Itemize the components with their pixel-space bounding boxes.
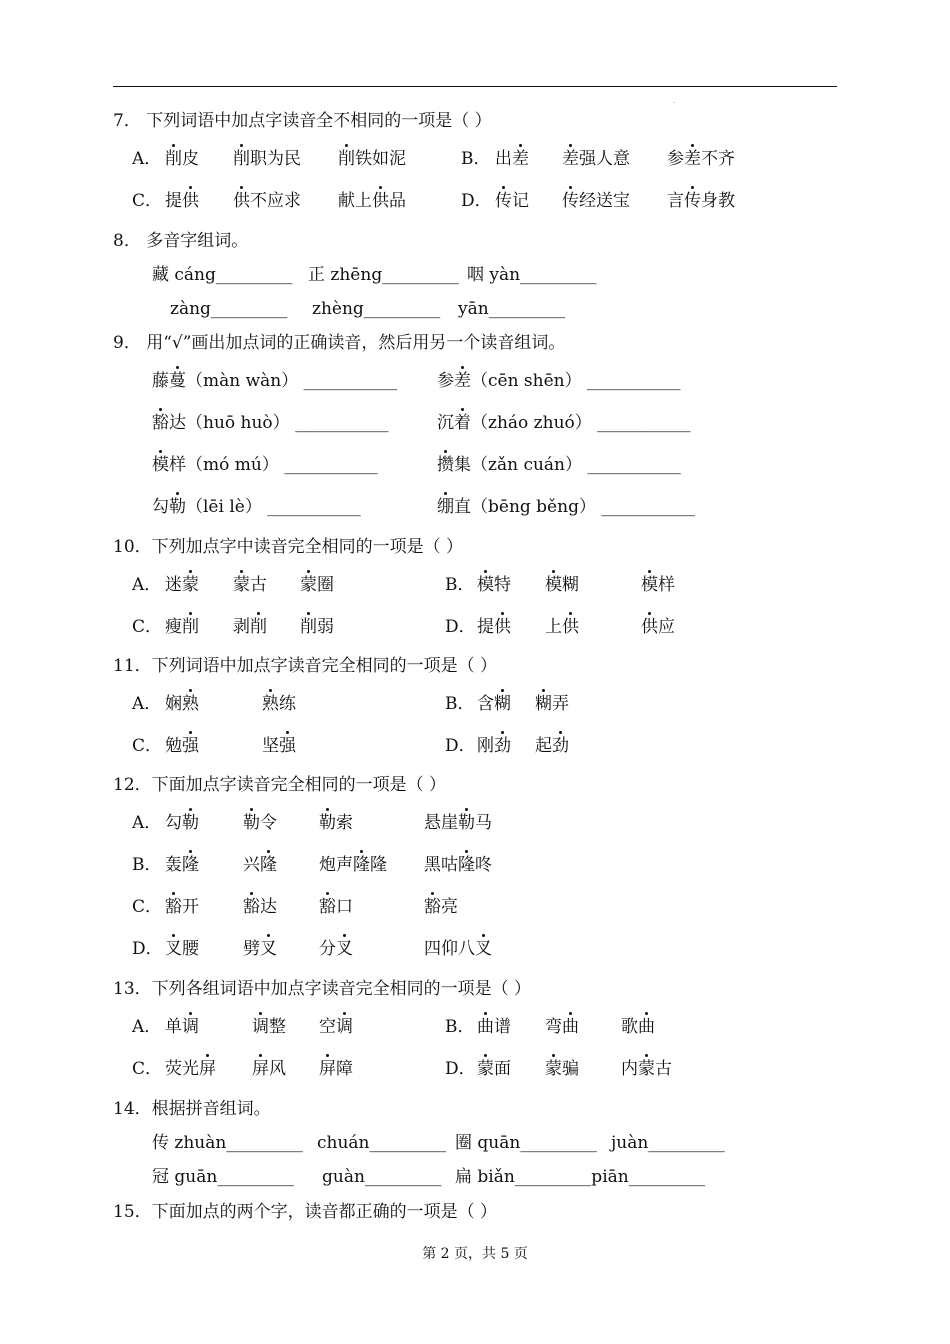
pinyin-choices: （màn wàn）: [186, 371, 299, 391]
word-part: 令: [260, 813, 277, 833]
q14-juan-blank: juàn_________: [611, 1133, 725, 1153]
q12-option-c-word-1: [165, 896, 199, 918]
q13-option-c-word-1: [165, 1058, 216, 1080]
q14-guan4-blank: guàn_________: [322, 1167, 442, 1187]
word-part: 亮: [441, 897, 458, 917]
word-part: 瘦: [165, 617, 182, 637]
q13-option-a-word-1: [165, 1016, 199, 1038]
dotted-char: 模: [641, 575, 658, 595]
q12-option-a-word-3: [319, 812, 353, 834]
q13-option-d-word-2: [545, 1058, 579, 1080]
word-part: 圈: [317, 575, 334, 595]
answer-blank: ___________: [582, 455, 681, 475]
word-part: 风: [269, 1059, 286, 1079]
dotted-char: 隆: [182, 855, 199, 875]
q12-option-d-word-4: [424, 938, 492, 960]
q10-option-b-label: B．: [445, 575, 475, 595]
q9-item-3: [152, 412, 389, 434]
answer-blank: ___________: [581, 371, 681, 391]
q13-option-b-label: B．: [445, 1017, 475, 1037]
answer-blank: ___________: [591, 413, 691, 433]
dotted-char: 屏: [319, 1059, 336, 1079]
q12-option-d-word-1: [165, 938, 199, 960]
q10-option-c-word-1: [165, 616, 199, 638]
q10-option-d-label: D．: [445, 617, 476, 637]
word-part: 含: [477, 694, 494, 714]
word-part: 黑咕: [424, 855, 458, 875]
q12-option-b-word-4: [424, 854, 492, 876]
dotted-char: 勒: [182, 813, 199, 833]
q7-option-c-word-3: [338, 190, 406, 212]
word-part: 上: [545, 617, 562, 637]
q9-item-7: [152, 496, 361, 518]
word-part: 记: [512, 191, 529, 211]
q13-option-b-word-2: [545, 1016, 579, 1038]
q10-option-a-label: A．: [132, 575, 162, 595]
word-part: 样: [658, 575, 675, 595]
question-9-stem: 9． 用“√”画出加点词的正确读音，然后用另一个读音组词。: [113, 333, 566, 353]
q7-option-a-word-1: [165, 148, 199, 170]
dotted-char: 供: [182, 191, 199, 211]
q9-item-1: [152, 370, 397, 392]
q12-option-b-word-3: [319, 854, 387, 876]
dotted-char: 着: [454, 413, 471, 433]
word-part: 劈: [243, 939, 260, 959]
question-13-stem: 13．下列各组词语中加点字读音完全相同的一项是（ ）: [113, 979, 532, 999]
dotted-char: 糊: [535, 694, 552, 714]
dotted-char: 传: [495, 191, 512, 211]
dotted-char: 豁: [152, 413, 169, 433]
page-footer: 第 2 页，共 5 页: [422, 1246, 528, 1262]
dotted-char: 豁: [243, 897, 260, 917]
answer-blank: ___________: [595, 497, 695, 517]
q7-option-b-label: B．: [461, 149, 491, 169]
dotted-char: 差: [562, 149, 579, 169]
q13-option-c-word-3: [319, 1058, 353, 1080]
word-part: 藤: [152, 371, 169, 391]
word-part: 炮声: [319, 855, 353, 875]
dotted-char: 屏: [199, 1059, 216, 1079]
q11-option-b-word-1: [477, 693, 511, 715]
answer-blank: ___________: [278, 455, 378, 475]
q8-zheng-blank: 正 zhēng_________: [308, 265, 459, 285]
word-part: 献上: [338, 191, 372, 211]
q11-option-a-label: A．: [132, 694, 162, 714]
q14-quan-blank: 圈 quān_________: [455, 1133, 597, 1153]
q8-zheng4-blank: zhèng_________: [312, 299, 441, 319]
question-11-stem: 11．下列词语中加点字读音完全相同的一项是（ ）: [113, 656, 498, 676]
q8-cang-blank: 藏 cáng_________: [152, 265, 293, 285]
word-part: 集: [454, 455, 471, 475]
dotted-char: 勒: [169, 497, 186, 517]
word-part: 单: [165, 1017, 182, 1037]
word-part: 特: [494, 575, 511, 595]
q14-zhuan-blank: 传 zhuàn_________: [152, 1133, 303, 1153]
q12-option-a-word-4: [424, 812, 492, 834]
pinyin-choices: （bēng běng）: [471, 497, 596, 517]
dotted-char: 削: [338, 149, 355, 169]
q7-option-b-word-2: [562, 148, 630, 170]
q12-option-a-word-1: [165, 812, 199, 834]
q11-option-c-word-2: [262, 735, 296, 757]
q10-option-b-word-3: [641, 574, 675, 596]
word-part: 面: [494, 1059, 511, 1079]
q10-option-d-word-1: [477, 616, 511, 638]
word-part: 勾: [165, 813, 182, 833]
dotted-char: 调: [336, 1017, 353, 1037]
q12-option-c-label: C．: [132, 897, 163, 917]
q11-option-d-word-2: [535, 735, 569, 757]
word-part: 空: [319, 1017, 336, 1037]
q13-option-c-label: C．: [132, 1059, 163, 1079]
q7-option-d-word-3: [667, 190, 735, 212]
q11-option-d-label: D．: [445, 736, 476, 756]
q7-option-b-word-3: [667, 148, 735, 170]
word-part: 古: [655, 1059, 672, 1079]
q10-option-c-word-3: [300, 616, 334, 638]
q7-option-c-label: C．: [132, 191, 163, 211]
pinyin-choices: （zháo zhuó）: [471, 413, 592, 433]
dotted-char: 调: [252, 1017, 269, 1037]
question-14-stem: 14．根据拼音组词。: [113, 1099, 271, 1119]
answer-blank: ___________: [261, 497, 361, 517]
dotted-char: 削: [165, 149, 182, 169]
answer-blank: ___________: [298, 371, 398, 391]
q13-option-c-word-2: [252, 1058, 286, 1080]
question-15-stem: [113, 1201, 497, 1223]
dotted-char: 绷: [437, 497, 454, 517]
q12-option-c-word-3: [319, 896, 353, 918]
dotted-char: 差: [684, 149, 701, 169]
dotted-char: 传: [684, 191, 701, 211]
word-part: 品: [389, 191, 406, 211]
dotted-char: 传: [562, 191, 579, 211]
dotted-char: 曲: [477, 1017, 494, 1037]
word-part: 练: [279, 694, 296, 714]
dotted-char: 叉: [165, 939, 182, 959]
q10-option-c-label: C．: [132, 617, 163, 637]
word-part: 开: [182, 897, 199, 917]
dotted-char: 豁: [319, 897, 336, 917]
q13-option-a-word-3: [319, 1016, 353, 1038]
q13-option-b-word-1: [477, 1016, 511, 1038]
q9-item-2: [437, 370, 681, 392]
question-8-stem: 8． 多音字组词。: [113, 231, 249, 251]
q10-option-d-word-2: [545, 616, 579, 638]
dotted-char: 蒙: [300, 575, 317, 595]
word-part: 提: [165, 191, 182, 211]
q10-option-a-word-3: [300, 574, 334, 596]
dotted-char: 叉: [336, 939, 353, 959]
q12-option-c-word-2: [243, 896, 277, 918]
dotted-char: 供: [494, 617, 511, 637]
q13-option-d-word-1: [477, 1058, 511, 1080]
dotted-char: 熟: [182, 694, 199, 714]
word-part: 勉: [165, 736, 182, 756]
question-12-stem: 12．下面加点字读音完全相同的一项是（ ）: [113, 775, 447, 795]
q13-option-a-word-2: [252, 1016, 286, 1038]
word-part: 古: [250, 575, 267, 595]
word-part: 剥: [233, 617, 250, 637]
word-part: 骗: [562, 1059, 579, 1079]
dotted-char: 蒙: [638, 1059, 655, 1079]
dotted-char: 供: [641, 617, 658, 637]
dotted-char: 削: [250, 617, 267, 637]
word-part: 娴: [165, 694, 182, 714]
dotted-char: 蔓: [169, 371, 186, 391]
q10-option-b-word-1: [477, 574, 511, 596]
answer-blank: ___________: [289, 413, 389, 433]
word-part: 荧光: [165, 1059, 199, 1079]
q7-option-c-word-2: [233, 190, 301, 212]
word-part: 迷: [165, 575, 182, 595]
q12-option-a-word-2: [243, 812, 277, 834]
q11-option-a-word-2: [262, 693, 296, 715]
dotted-char: 勒: [243, 813, 260, 833]
dotted-char: 豁: [165, 897, 182, 917]
q12-option-b-word-1: [165, 854, 199, 876]
q7-option-b-word-1: [495, 148, 529, 170]
word-part: 勾: [152, 497, 169, 517]
q12-option-d-label: D．: [132, 939, 163, 959]
word-part: 样: [169, 455, 186, 475]
word-part: 不齐: [701, 149, 735, 169]
q8-yan-blank: 咽 yàn_________: [467, 265, 597, 285]
word-part: 提: [477, 617, 494, 637]
q8-yan1-blank: yān_________: [458, 299, 566, 319]
dotted-char: 叉: [475, 939, 492, 959]
word-part: 隆: [370, 855, 387, 875]
word-part: 出: [495, 149, 512, 169]
word-part: 应: [658, 617, 675, 637]
q7-option-d-word-1: [495, 190, 529, 212]
word-part: 直: [454, 497, 471, 517]
q7-option-d-word-2: [562, 190, 630, 212]
q11-option-d-word-1: [477, 735, 511, 757]
word-part: 四仰八: [424, 939, 475, 959]
q12-option-a-label: A．: [132, 813, 162, 833]
q14-chuan-blank: chuán_________: [317, 1133, 447, 1153]
word-part: 参: [437, 371, 454, 391]
word-part: 经送宝: [579, 191, 630, 211]
q11-option-b-word-2: [535, 693, 569, 715]
dotted-char: 供: [562, 617, 579, 637]
dotted-char: 蒙: [182, 575, 199, 595]
q11-option-a-word-1: [165, 693, 199, 715]
dotted-char: 攒: [437, 455, 454, 475]
dotted-char: 叉: [260, 939, 277, 959]
header-rule: [113, 86, 837, 87]
word-part: 强人意: [579, 149, 630, 169]
dotted-char: 削: [300, 617, 317, 637]
word-part: 皮: [182, 149, 199, 169]
word-part: 达: [169, 413, 186, 433]
word-part: 起: [535, 736, 552, 756]
dotted-char: 强: [182, 736, 199, 756]
word-part: 马: [475, 813, 492, 833]
word-part: 身教: [701, 191, 735, 211]
dotted-char: 差: [454, 371, 471, 391]
dotted-char: 模: [545, 575, 562, 595]
word-part: 弄: [552, 694, 569, 714]
dotted-char: 豁: [424, 897, 441, 917]
q7-option-d-label: D．: [461, 191, 492, 211]
word-part: 参: [667, 149, 684, 169]
q7-option-a-word-2: [233, 148, 301, 170]
word-part: 刚: [477, 736, 494, 756]
q12-option-b-word-2: [243, 854, 277, 876]
pinyin-choices: （mó mú）: [186, 455, 279, 475]
q12-option-c-word-4: [424, 896, 458, 918]
dotted-char: 蒙: [545, 1059, 562, 1079]
dotted-char: 劲: [552, 736, 569, 756]
dotted-char: 糊: [494, 694, 511, 714]
q11-option-c-label: C．: [132, 736, 163, 756]
word-part: 言: [667, 191, 684, 211]
dotted-char: 曲: [638, 1017, 655, 1037]
word-part: 糊: [562, 575, 579, 595]
q9-item-6: [437, 454, 681, 476]
q13-option-d-label: D．: [445, 1059, 476, 1079]
dotted-char: 隆: [458, 855, 475, 875]
dotted-char: 强: [279, 736, 296, 756]
q8-zang-blank: zàng_________: [170, 299, 288, 319]
word-part: 弯: [545, 1017, 562, 1037]
dotted-char: 调: [182, 1017, 199, 1037]
q7-option-c-word-1: [165, 190, 199, 212]
dotted-char: 蒙: [233, 575, 250, 595]
q12-option-d-word-3: [319, 938, 353, 960]
stray-mark: .: [673, 98, 675, 105]
word-part: 谱: [494, 1017, 511, 1037]
q9-item-8: [437, 496, 695, 518]
pinyin-choices: （zǎn cuán）: [471, 455, 582, 475]
word-part: 沉: [437, 413, 454, 433]
dotted-char: 削: [182, 617, 199, 637]
q13-option-b-word-3: [621, 1016, 655, 1038]
dotted-char: 隆: [260, 855, 277, 875]
dotted-char: 供: [233, 191, 250, 211]
word-part: 内: [621, 1059, 638, 1079]
word-part: 咚: [475, 855, 492, 875]
dotted-char: 供: [372, 191, 389, 211]
dotted-char: 劲: [494, 736, 511, 756]
word-part: 口: [336, 897, 353, 917]
word-part: 分: [319, 939, 336, 959]
q9-item-4: [437, 412, 691, 434]
word-part: 不应求: [250, 191, 301, 211]
q11-option-c-word-1: [165, 735, 199, 757]
dotted-char: 蒙: [477, 1059, 494, 1079]
question-7-stem: 7． 下列词语中加点字读音全不相同的一项是（ ）: [113, 111, 492, 131]
q7-option-a-label: A．: [132, 149, 162, 169]
dotted-char: 熟: [262, 694, 279, 714]
word-part: 障: [336, 1059, 353, 1079]
dotted-char: 勒: [458, 813, 475, 833]
q10-option-d-word-3: [641, 616, 675, 638]
word-part: 歌: [621, 1017, 638, 1037]
dotted-char: 削: [233, 149, 250, 169]
q14-bian-pian-blank: 扁 biǎn_________piān_________: [455, 1167, 706, 1187]
q10-option-b-word-2: [545, 574, 579, 596]
word-part: 兴: [243, 855, 260, 875]
q7-option-a-word-3: [338, 148, 406, 170]
q15-stem-text: 15．下面加点的两个字，读音都正确的一项是（ ）: [113, 1202, 498, 1222]
dotted-char: 模: [477, 575, 494, 595]
word-part: 腰: [182, 939, 199, 959]
word-part: 轰: [165, 855, 182, 875]
question-10-stem: 10．下列加点字中读音完全相同的一项是（ ）: [113, 537, 464, 557]
word-part: 悬崖: [424, 813, 458, 833]
q12-option-d-word-2: [243, 938, 277, 960]
dotted-char: 模: [152, 455, 169, 475]
q10-option-c-word-2: [233, 616, 267, 638]
dotted-char: 屏: [252, 1059, 269, 1079]
word-part: 职为民: [250, 149, 301, 169]
q10-option-a-word-2: [233, 574, 267, 596]
dotted-char: 曲: [562, 1017, 579, 1037]
pinyin-choices: （cēn shēn）: [471, 371, 582, 391]
q9-item-5: [152, 454, 378, 476]
dotted-char: 勒: [319, 813, 336, 833]
q10-option-a-word-1: [165, 574, 199, 596]
dotted-char: 隆: [353, 855, 370, 875]
word-part: 整: [269, 1017, 286, 1037]
pinyin-choices: （lēi lè）: [186, 497, 262, 517]
q14-guan1-blank: 冠 guān_________: [152, 1167, 294, 1187]
word-part: 索: [336, 813, 353, 833]
word-part: 铁如泥: [355, 149, 406, 169]
word-part: 坚: [262, 736, 279, 756]
q11-option-b-label: B．: [445, 694, 475, 714]
q13-option-d-word-3: [621, 1058, 672, 1080]
word-part: 达: [260, 897, 277, 917]
q12-option-b-label: B．: [132, 855, 162, 875]
pinyin-choices: （huō huò）: [186, 413, 290, 433]
dotted-char: 差: [512, 149, 529, 169]
word-part: 弱: [317, 617, 334, 637]
q13-option-a-label: A．: [132, 1017, 162, 1037]
